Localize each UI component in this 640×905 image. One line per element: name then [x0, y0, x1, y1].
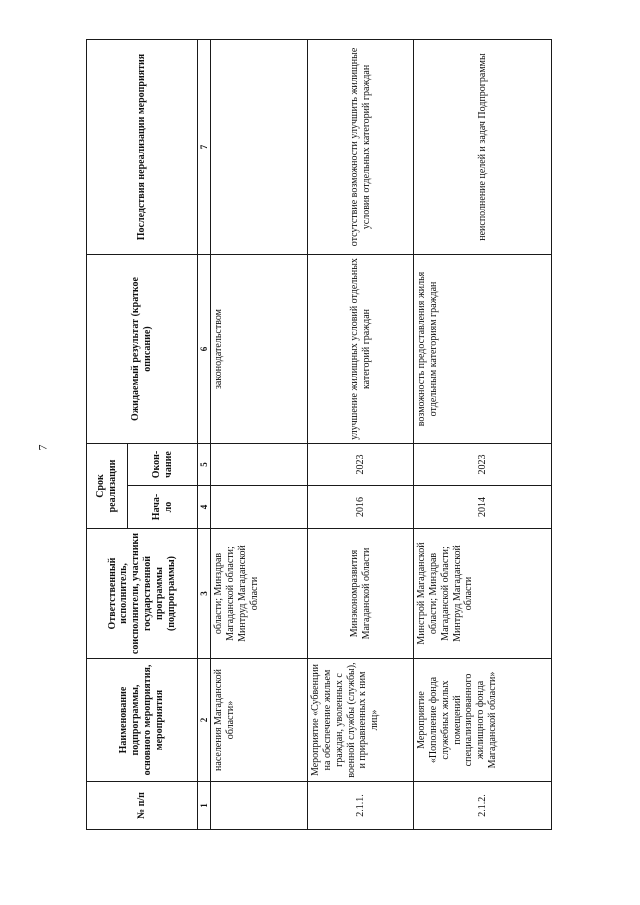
- header-end: Окон-чание: [128, 444, 198, 486]
- page-number: 7: [35, 444, 50, 451]
- header-period: Срок реализации: [87, 444, 128, 529]
- row-consequences: отсутствие возможности улучшить жилищные условия отдельных категорий граждан: [308, 40, 414, 255]
- column-number: 2: [198, 659, 211, 782]
- row-consequences: неисполнение целей и задач Подпрограммы: [414, 40, 552, 255]
- column-number-row: [198, 40, 211, 830]
- header-num: № п/п: [87, 782, 198, 830]
- row-responsible: области; Минздрав Магаданской области; Минтруд Магаданской области: [211, 529, 308, 659]
- row-name: Мероприятие «Субвенции на обеспечение жильем граждан, уволенных с военной службы (службы), и приравненных к ним лиц»: [308, 659, 414, 782]
- header-consequences: Последствия нереализации мероприятия: [87, 40, 198, 255]
- row-result: улучшение жилищных условий отдельных категорий граждан: [308, 255, 414, 444]
- row-name: Мероприятие «Пополнение фонда служебных жилых помещений специализированного жилищного фонда Магаданской области»: [414, 659, 552, 782]
- row-num: 2.1.2.: [414, 782, 552, 830]
- row-num: [211, 782, 308, 830]
- row-end: [211, 444, 308, 486]
- row-start: [211, 486, 308, 529]
- row-end: 2023: [414, 444, 552, 486]
- header-result: Ожидаемый результат (краткое описание): [87, 255, 198, 444]
- header-responsible: Ответственный исполнитель, соисполнители, участники государственной программы (подпрограммы): [87, 529, 198, 659]
- header-row: [87, 40, 128, 830]
- header-name: Наименование подпрограммы, основного мероприятия, мероприятия: [87, 659, 198, 782]
- row-result: законодательством: [211, 255, 308, 444]
- header-start: Нача-ло: [128, 486, 198, 529]
- column-number: 7: [198, 40, 211, 255]
- row-consequences: [211, 40, 308, 255]
- row-name: населения Магаданской области»: [211, 659, 308, 782]
- row-start: 2016: [308, 486, 414, 529]
- column-number: 3: [198, 529, 211, 659]
- column-number: 4: [198, 486, 211, 529]
- row-responsible: Минстрой Магаданской области; Минздрав Магаданской области; Минтруд Магаданской области: [414, 529, 552, 659]
- row-result: возможность предоставления жилья отдельным категориям граждан: [414, 255, 552, 444]
- row-start: 2014: [414, 486, 552, 529]
- row-end: 2023: [308, 444, 414, 486]
- column-number: 6: [198, 255, 211, 444]
- rotated-document: [86, 40, 552, 830]
- row-responsible: Минэкономразвития Магаданской области: [308, 529, 414, 659]
- row-num: 2.1.1.: [308, 782, 414, 830]
- program-measures-table: [86, 39, 552, 830]
- table-row: [414, 40, 552, 830]
- table-row: [211, 40, 308, 830]
- column-number: 5: [198, 444, 211, 486]
- column-number: 1: [198, 782, 211, 830]
- table-row: [308, 40, 414, 830]
